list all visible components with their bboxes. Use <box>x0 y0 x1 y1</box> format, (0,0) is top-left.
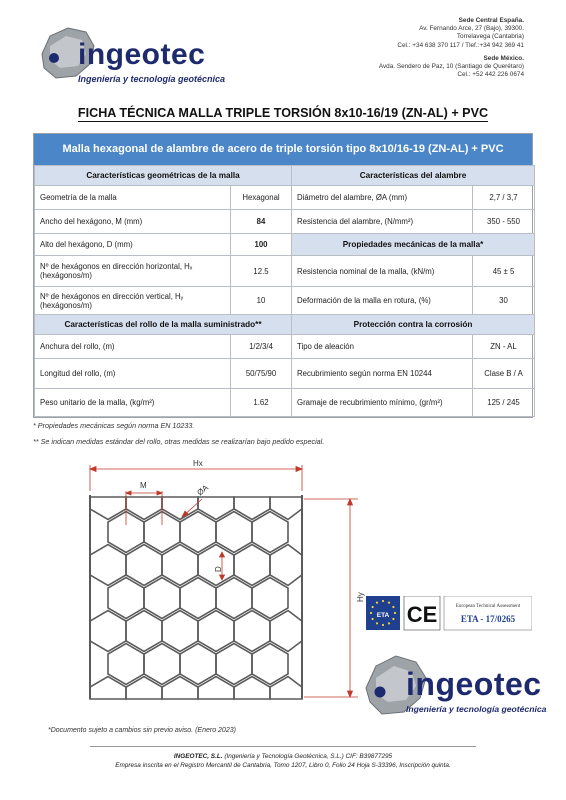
mesh-hexagon <box>162 545 198 586</box>
mesh-hexagon <box>180 644 216 685</box>
footer-line-2: Empresa inscrita en el Registro Mercantil de Cantabria, Tomo 1207, Libro 0, Folio 24 Hoja S-33396, Inscripción quinta. <box>115 762 451 769</box>
mesh-hexagon <box>126 611 162 652</box>
mesh-hexagon <box>90 545 126 586</box>
note-roll: ** Se indican medidas estándar del rollo, otras medidas se realizarían bajo pedido especial. <box>33 437 325 446</box>
eu-star-icon <box>370 612 372 614</box>
eta-number: ETA - 17/0265 <box>460 614 516 624</box>
mesh-hexagon <box>234 677 270 699</box>
roll-value: 1/2/3/4 <box>231 335 292 359</box>
wire-value: 350 - 550 <box>473 210 535 234</box>
wire-label: Resistencia del alambre, (N/mm²) <box>292 210 473 234</box>
geometric-label: Alto del hexágono, D (mm) <box>35 234 231 256</box>
mesh-hexagon <box>162 677 198 699</box>
hx-arrow-right <box>296 467 302 472</box>
mesh-hexagon <box>162 611 198 652</box>
label-hy: Hy <box>356 592 365 602</box>
geometric-label: Geometría de la malla <box>35 186 231 210</box>
mesh-hexagon <box>270 497 302 519</box>
mesh-hexagon <box>90 677 126 699</box>
footer-company-detail: (Ingeniería y Tecnología Geotécnica, S.L.) CIF: B39877295 <box>224 753 393 760</box>
geometric-value: Hexagonal <box>231 186 292 210</box>
hy-arrow-bottom <box>348 691 353 697</box>
eu-star-icon <box>394 612 396 614</box>
mexico-phone: Cel.: +52 442 226 0674 <box>457 71 524 79</box>
mesh-hexagon <box>180 512 216 553</box>
document-title-wrap <box>0 106 566 120</box>
mesh-hexagon <box>144 578 180 619</box>
section-corrosion-header: Protección contra la corrosión <box>292 315 535 335</box>
mechanical-label: Deformación de la malla en rotura, (%) <box>292 287 473 315</box>
mesh-hexagon <box>252 578 288 619</box>
eu-star-icon <box>376 622 378 624</box>
wire-value: 2,7 / 3,7 <box>473 186 535 210</box>
eu-star-icon <box>372 618 374 620</box>
section-mechanical-header: Propiedades mecánicas de la malla* <box>292 234 535 256</box>
corrosion-label: Recubrimiento según norma EN 10244 <box>292 359 473 389</box>
logo-wordmark: ingeotec <box>78 38 206 71</box>
spain-phone: Cel.: +34 638 370 117 / Tlef.:+34 942 369 41 <box>397 41 524 49</box>
certification-marks <box>366 596 532 640</box>
corrosion-value: Clase B / A <box>473 359 535 389</box>
mesh-hexagon <box>108 644 144 685</box>
mesh-hexagon <box>234 497 270 519</box>
geometric-value: 100 <box>231 234 292 256</box>
footer-line-1 <box>0 752 566 761</box>
mesh-hexagon <box>144 644 180 685</box>
section-geometric-header: Características geométricas de la malla <box>35 166 292 186</box>
d-arrow-top <box>220 552 225 557</box>
logo-tagline: Ingeniería y tecnología geotécnica <box>406 704 547 714</box>
roll-value: 1.62 <box>231 389 292 417</box>
roll-label: Longitud del rollo, (m) <box>35 359 231 389</box>
document-title: FICHA TÉCNICA MALLA TRIPLE TORSIÓN 8x10-16/19 (ZN-AL) + PVC <box>77 106 489 120</box>
notes-block <box>33 418 324 450</box>
mesh-hexagon <box>234 611 270 652</box>
logo-wordmark: ingeotec <box>406 666 542 702</box>
document-footnote: *Documento sujeto a cambios sin previo aviso. (Enero 2023) <box>48 727 236 734</box>
mesh-hexagon <box>270 545 302 586</box>
mesh-hexagon <box>198 545 234 586</box>
eta-mark-label: ETA <box>376 612 390 619</box>
geometric-value: 10 <box>231 287 292 315</box>
label-d: D <box>214 566 223 572</box>
footer-company: INGEOTEC, S.L. <box>173 753 223 760</box>
eu-star-icon <box>392 606 394 608</box>
eta-assessment-body: European Technical Assessment <box>455 604 521 609</box>
section-wire-header: Características del alambre <box>292 166 535 186</box>
eu-star-icon <box>392 618 394 620</box>
hy-arrow-top <box>348 499 353 505</box>
eu-star-icon <box>388 602 390 604</box>
mesh-hexagon <box>126 497 162 519</box>
mesh-hexagons <box>90 495 302 699</box>
eu-star-icon <box>372 606 374 608</box>
spec-grid <box>34 165 535 417</box>
eu-star-icon <box>388 622 390 624</box>
mesh-hexagon <box>234 545 270 586</box>
spain-address-line-1: Av. Fernando Arce, 27 (Bajo), 39300. <box>419 25 524 33</box>
geometric-label: Nº de hexágonos en dirección horizontal, Hₓ (hexágonos/m) <box>35 256 231 287</box>
geometric-label: Ancho del hexágono, M (mm) <box>35 210 231 234</box>
m-arrow-left <box>126 491 131 495</box>
section-roll-header: Características del rollo de la malla suministrado** <box>35 315 292 335</box>
mesh-hexagon <box>126 545 162 586</box>
footer-logo <box>362 654 548 720</box>
mesh-hexagon <box>252 512 288 553</box>
corrosion-label: Tipo de aleación <box>292 335 473 359</box>
mesh-hexagon <box>198 677 234 699</box>
corrosion-label: Gramaje de recubrimiento mínimo, (gr/m²) <box>292 389 473 417</box>
mesh-hexagon <box>126 677 162 699</box>
spec-banner: Malla hexagonal de alambre de acero de triple torsión tipo 8x10/16-19 (ZN-AL) + PVC <box>34 134 532 165</box>
spain-heading: Sede Central España. <box>458 17 524 24</box>
geometric-value: 12.5 <box>231 256 292 287</box>
note-mechanical: * Propiedades mecánicas según norma EN 10233. <box>33 421 195 430</box>
certification-drawing <box>366 596 532 640</box>
spain-address-line-2: Torrelavega (Cantabria) <box>456 33 524 41</box>
mesh-hexagon <box>162 497 198 519</box>
spec-table <box>33 133 533 418</box>
label-m: M <box>140 481 147 490</box>
label-hx: Hx <box>193 459 203 468</box>
wire-label: Diámetro del alambre, ØA (mm) <box>292 186 473 210</box>
roll-label: Anchura del rollo, (m) <box>35 335 231 359</box>
mexico-heading: Sede México. <box>483 54 524 62</box>
roll-value: 50/75/90 <box>231 359 292 389</box>
hx-arrow-left <box>90 467 96 472</box>
mesh-hexagon <box>108 578 144 619</box>
corrosion-value: 125 / 245 <box>473 389 535 417</box>
mesh-drawing <box>82 455 372 705</box>
eu-star-icon <box>382 624 384 626</box>
geometric-value: 84 <box>231 210 292 234</box>
mechanical-value: 45 ± 5 <box>473 256 535 287</box>
logo-tagline: Ingeniería y tecnología geotécnica <box>78 74 226 84</box>
mesh-hexagon <box>198 497 234 519</box>
mesh-hexagon <box>270 677 302 699</box>
mesh-hexagon <box>198 611 234 652</box>
eu-star-icon <box>376 602 378 604</box>
d-arrow-bottom <box>220 575 225 580</box>
roll-label: Peso unitario de la malla, (kg/m²) <box>35 389 231 417</box>
geometric-label: Nº de hexágonos en dirección vertical, Hᵧ (hexágonos/m) <box>35 287 231 315</box>
mesh-hexagon <box>216 644 252 685</box>
mesh-hexagon <box>90 497 126 519</box>
mesh-hexagon <box>90 611 126 652</box>
company-logo <box>36 24 226 86</box>
label-oa: ØA <box>195 483 211 498</box>
mesh-hexagon <box>270 611 302 652</box>
eu-star-icon <box>382 600 384 602</box>
contact-block <box>379 17 524 79</box>
corrosion-value: ZN - AL <box>473 335 535 359</box>
mexico-address: Avda. Sendero de Paz, 10 (Santiago de Querétaro) <box>378 63 524 71</box>
eta-number-box <box>444 596 532 630</box>
ce-mark-label: CE <box>406 602 438 627</box>
mesh-hexagon <box>252 644 288 685</box>
mechanical-label: Resistencia nominal de la malla, (kN/m) <box>292 256 473 287</box>
mesh-hexagon <box>216 512 252 553</box>
mesh-hexagon <box>216 578 252 619</box>
mesh-diagram <box>82 455 372 705</box>
mesh-hexagon <box>180 578 216 619</box>
footer-divider <box>90 746 476 747</box>
page-footer <box>0 752 566 770</box>
mechanical-value: 30 <box>473 287 535 315</box>
m-arrow-right <box>157 491 162 495</box>
